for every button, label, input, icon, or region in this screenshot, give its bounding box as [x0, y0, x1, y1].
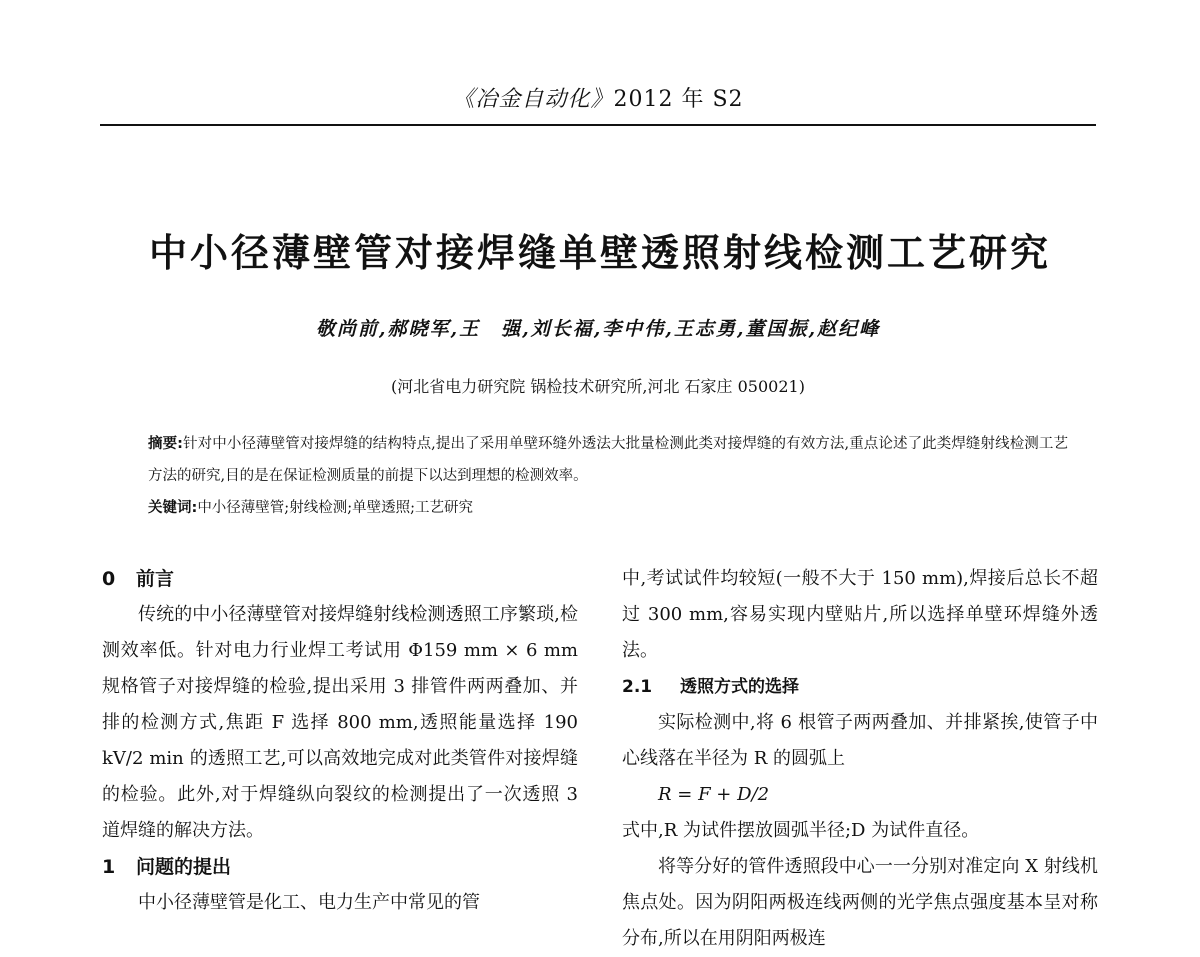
- formula-note: 式中,R 为试件摆放圆弧半径;D 为试件直径。: [622, 820, 980, 841]
- journal-header: [100, 82, 1096, 113]
- section-title: 问题的提出: [136, 856, 232, 878]
- section-title: 前言: [136, 568, 175, 590]
- abstract: [148, 428, 1068, 492]
- section-heading-0: [102, 561, 578, 597]
- affiliation: (河北省电力研究院 锅检技术研究所,河北 石家庄 050021): [391, 377, 805, 396]
- right-column: [622, 561, 1098, 957]
- left-column: [102, 561, 578, 921]
- journal-issue: 2012 年 S2: [613, 87, 744, 112]
- keywords: [148, 492, 1068, 524]
- section-paragraph: 将等分好的管件透照段中心一一分别对准定向 X 射线机焦点处。因为阴阳两极连线两侧的光学焦点强度基本呈对称分布,所以在用阴阳两极连: [622, 856, 1098, 949]
- section-paragraph: 实际检测中,将 6 根管子两两叠加、并排紧挨,使管子中心线落在半径为 R 的圆弧上: [622, 712, 1098, 769]
- keywords-text: 中小径薄壁管;射线检测;单壁透照;工艺研究: [197, 500, 473, 516]
- section-number: 1: [102, 856, 116, 878]
- abstract-label: 摘要:: [148, 436, 183, 452]
- section-number: 0: [102, 568, 116, 590]
- paper-title: 中小径薄壁管对接焊缝单壁透照射线检测工艺研究: [148, 231, 1051, 275]
- keywords-label: 关键词:: [148, 500, 198, 516]
- subsection-heading-2-1: [622, 669, 1098, 705]
- header-rule: [100, 124, 1096, 126]
- subsection-number: 2.1: [622, 677, 653, 697]
- abstract-text: 针对中小径薄壁管对接焊缝的结构特点,提出了采用单壁环缝外透法大批量检测此类对接焊缝的有效方法,重点论述了此类焊缝射线检测工艺方法的研究,目的是在保证检测质量的前提下以达到理想的检测效率。: [148, 436, 1068, 484]
- section-paragraph: 传统的中小径薄壁管对接焊缝射线检测透照工序繁琐,检测效率低。针对电力行业焊工考试用 Φ159 mm × 6 mm 规格管子对接焊缝的检验,提出采用 3 排管件两两叠加、并排的检测方式,焦距 F 选择 800 mm,透照能量选择 190 kV/2 min 的透照工艺,可以高效地完成对此类管件对接焊缝的检验。此外,对于焊缝纵向裂纹的检测提出了一次透照 3 道焊缝的解决方法。: [102, 604, 578, 841]
- section-heading-1: [102, 849, 578, 885]
- journal-name: 《冶金自动化》: [452, 87, 614, 112]
- continued-paragraph: 中,考试试件均较短(一般不大于 150 mm),焊接后总长不超过 300 mm,容易实现内壁贴片,所以选择单壁环焊缝外透法。: [622, 568, 1098, 661]
- subsection-title: 透照方式的选择: [680, 677, 799, 697]
- author-list: 敬尚前,郝晓军,王 强,刘长福,李中伟,王志勇,董国振,赵纪峰: [315, 318, 881, 340]
- formula: R = F + D/2: [658, 784, 770, 805]
- section-paragraph: 中小径薄壁管是化工、电力生产中常见的管: [138, 892, 480, 913]
